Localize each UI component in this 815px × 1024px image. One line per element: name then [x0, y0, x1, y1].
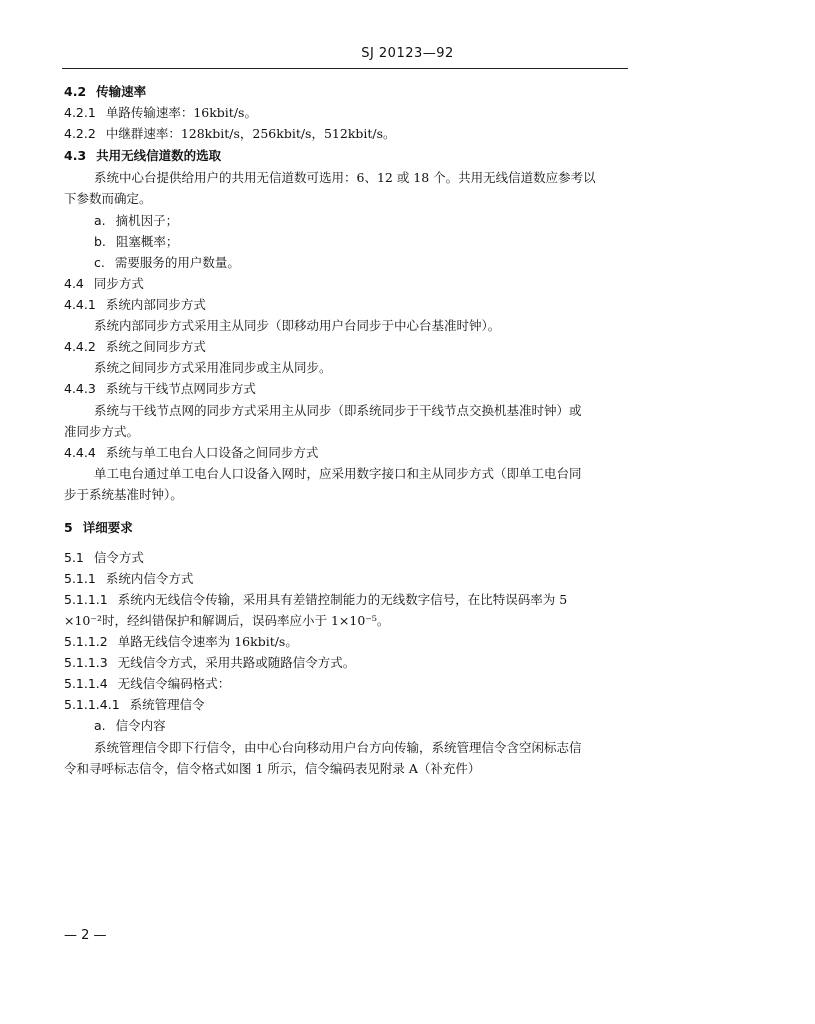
line-5-1-1-4-1	[64, 697, 205, 713]
line-4-3	[64, 148, 221, 164]
clause-number: 4.4.4	[64, 445, 96, 460]
paragraph-line	[64, 424, 139, 440]
clause-text: 系统内部同步方式	[105, 297, 206, 312]
section-5-heading	[64, 520, 133, 536]
line-4-4-2	[64, 339, 206, 355]
clause-text: 共用无线信道数的选取	[96, 148, 222, 163]
clause-number: 4.4.3	[64, 381, 96, 396]
clause-number: 5.1.1.1	[64, 592, 108, 607]
clause-text: 系统与干线节点网同步方式	[105, 381, 256, 396]
list-text: 阻塞概率；	[115, 234, 179, 249]
paragraph-text: 下参数而确定。	[64, 191, 152, 206]
line-5-1-1-4	[64, 676, 230, 692]
list-marker: b.	[94, 234, 106, 249]
list-text: 信令内容	[115, 718, 166, 733]
clause-number: 4.4	[64, 276, 84, 291]
paragraph-text: ×10⁻²时，经纠错保护和解调后，误码率应小于 1×10⁻⁵。	[64, 613, 390, 628]
paragraph-text: 系统中心台提供给用户的共用无信道数可选用：6、12 或 18 个。共用无线信道数应参考以	[94, 170, 596, 185]
line-4-4	[64, 276, 144, 292]
clause-text: 传输速率	[96, 84, 147, 99]
clause-number: 4.3	[64, 148, 87, 163]
list-marker: a.	[94, 213, 106, 228]
paragraph-line	[94, 318, 500, 334]
clause-text: 无线信令编码格式：	[117, 676, 231, 691]
list-item-b	[94, 234, 178, 250]
line-5-1-1-2	[64, 634, 298, 650]
paragraph-text: 准同步方式。	[64, 424, 140, 439]
paragraph-line	[64, 613, 389, 629]
line-4-2-2	[64, 126, 396, 142]
clause-text: 系统管理信令	[129, 697, 205, 712]
line-4-4-1	[64, 297, 206, 313]
paragraph-text: 系统与干线节点网的同步方式采用主从同步（即系统同步于干线节点交换机基准时钟）或	[94, 403, 582, 418]
clause-number: 4.4.2	[64, 339, 96, 354]
paragraph-text: 令和寻呼标志信令，信令格式如图 1 所示，信令编码表见附录 A（补充件）	[64, 761, 481, 776]
list-text: 摘机因子；	[115, 213, 179, 228]
clause-number: 5.1.1.4	[64, 676, 108, 691]
clause-text: 系统内信令方式	[105, 571, 194, 586]
clause-text: 系统之间同步方式	[105, 339, 206, 354]
paragraph-text: 系统之间同步方式采用准同步或主从同步。	[94, 360, 332, 375]
clause-text: 详细要求	[82, 520, 133, 535]
clause-number: 4.2.2	[64, 126, 96, 141]
paragraph-line	[94, 740, 582, 756]
clause-text: 单路无线信令速率为 16kbit/s。	[117, 634, 298, 649]
clause-text: 中继群速率：128kbit/s，256kbit/s，512kbit/s。	[105, 126, 396, 141]
line-5-1-1	[64, 571, 193, 587]
list-text: 需要服务的用户数量。	[114, 255, 240, 270]
paragraph-text: 步于系统基准时钟）。	[64, 487, 183, 502]
clause-number: 5.1.1	[64, 571, 96, 586]
list-item-a	[94, 718, 166, 734]
clause-number: 5.1.1.3	[64, 655, 108, 670]
clause-text: 单路传输速率：16kbit/s。	[105, 105, 257, 120]
paragraph-line	[94, 170, 596, 186]
line-4-2	[64, 84, 146, 100]
clause-text: 信令方式	[93, 550, 144, 565]
paragraph-line	[94, 466, 582, 482]
line-4-4-3	[64, 381, 256, 397]
clause-text: 同步方式	[93, 276, 144, 291]
line-4-2-1	[64, 105, 257, 121]
line-4-4-4	[64, 445, 318, 461]
line-5-1	[64, 550, 144, 566]
list-item-c	[94, 255, 240, 271]
clause-text: 系统内无线信令传输，采用具有差错控制能力的无线数字信号，在比特误码率为 5	[117, 592, 568, 607]
line-5-1-1-1	[64, 592, 567, 608]
paragraph-text: 单工电台通过单工电台人口设备入网时，应采用数字接口和主从同步方式（即单工电台同	[94, 466, 582, 481]
paragraph-line	[94, 360, 332, 376]
clause-number: 4.2.1	[64, 105, 96, 120]
line-5-1-1-3	[64, 655, 355, 671]
clause-number: 4.2	[64, 84, 87, 99]
clause-number: 5.1.1.4.1	[64, 697, 120, 712]
clause-number: 5	[64, 520, 73, 535]
page-header: SJ 20123—92	[361, 46, 454, 61]
clause-number: 5.1	[64, 550, 84, 565]
paragraph-text: 系统管理信令即下行信令，由中心台向移动用户台方向传输，系统管理信令含空闲标志信	[94, 740, 582, 755]
paragraph-line	[94, 403, 582, 419]
clause-number: 4.4.1	[64, 297, 96, 312]
paragraph-line	[64, 487, 183, 503]
clause-text: 系统与单工电台人口设备之间同步方式	[105, 445, 319, 460]
paragraph-text: 系统内部同步方式采用主从同步（即移动用户台同步于中心台基准时钟）。	[94, 318, 501, 333]
header-rule	[62, 68, 628, 69]
paragraph-line	[64, 761, 480, 777]
list-marker: a.	[94, 718, 106, 733]
clause-text: 无线信令方式，采用共路或随路信令方式。	[117, 655, 356, 670]
page-number: — 2 —	[64, 928, 107, 943]
list-item-a	[94, 213, 178, 229]
clause-number: 5.1.1.2	[64, 634, 108, 649]
paragraph-line	[64, 191, 152, 207]
list-marker: c.	[94, 255, 105, 270]
